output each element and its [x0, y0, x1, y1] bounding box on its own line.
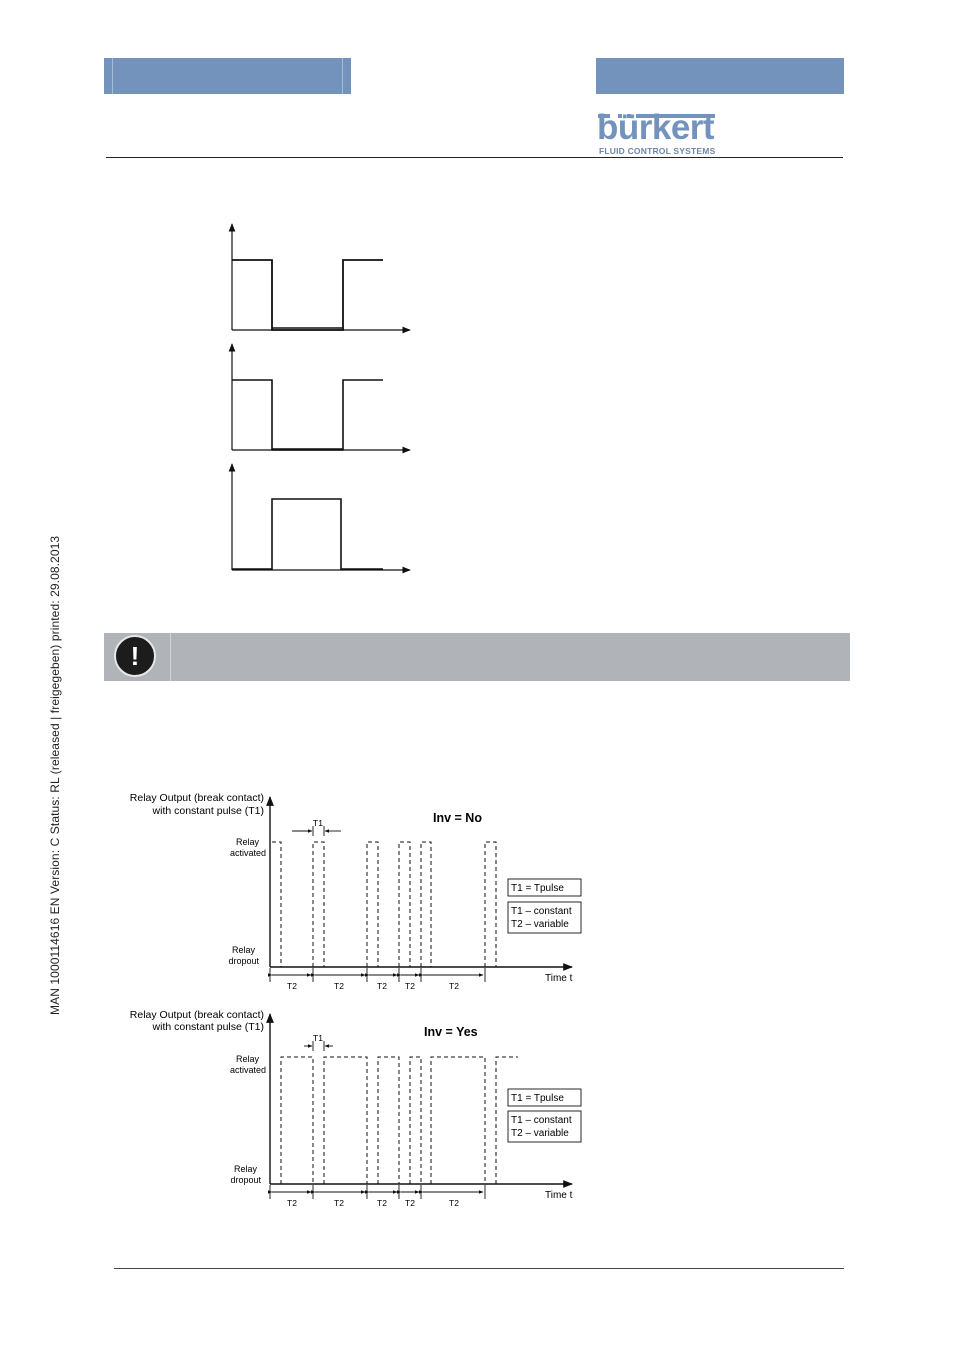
legend-variable: T2 – variable — [511, 919, 569, 930]
relay-title-line2: with constant pulse (T1) — [152, 1021, 264, 1033]
relay-activated-line1: Relay — [235, 1054, 259, 1064]
inv-label: Inv = Yes — [424, 1025, 478, 1039]
dashed-pulses — [272, 842, 496, 967]
t2-dimensions — [270, 1185, 485, 1199]
header-band-right — [596, 58, 844, 94]
t1-label: T1 — [313, 1033, 323, 1043]
relay-activated-line2: activated — [229, 848, 266, 858]
waveform-2 — [232, 344, 410, 450]
legend-constant: T1 – constant — [511, 1115, 572, 1126]
relay-title-line2: with constant pulse (T1) — [152, 805, 264, 817]
waveform-3 — [232, 464, 410, 570]
legend-tpulse: T1 = Tpulse — [511, 1093, 564, 1104]
header-rule — [106, 157, 843, 158]
t2-label: T2 — [287, 981, 297, 991]
exclamation-icon: ! — [114, 635, 156, 677]
t2-label: T2 — [377, 1198, 387, 1208]
t2-dimensions — [270, 968, 485, 982]
relay-diagram-inv-no — [110, 785, 590, 995]
brand-tagline: FLUID CONTROL SYSTEMS — [599, 146, 716, 156]
relay-title-line1: Relay Output (break contact) — [129, 1009, 264, 1021]
t2-label: T2 — [449, 981, 459, 991]
time-label: Time t — [545, 973, 573, 984]
t2-label: T2 — [449, 1198, 459, 1208]
note-icon-cell — [104, 633, 171, 681]
t2-label: T2 — [287, 1198, 297, 1208]
header-band-left-highlight — [112, 58, 113, 94]
relay-diagram-inv-yes — [110, 1003, 590, 1213]
legend-tpulse: T1 = Tpulse — [511, 883, 564, 894]
relay-activated-line1: Relay — [235, 837, 259, 847]
inv-label: Inv = No — [433, 811, 482, 825]
footer-rule — [114, 1268, 844, 1269]
relay-dropout-line2: dropout — [228, 956, 259, 966]
t2-label: T2 — [334, 1198, 344, 1208]
legend-constant: T1 – constant — [511, 906, 572, 917]
time-label: Time t — [545, 1190, 573, 1201]
t2-label: T2 — [334, 981, 344, 991]
pulse-waveform-diagrams — [220, 215, 420, 585]
header-band-left-highlight — [342, 58, 343, 94]
relay-activated-line2: activated — [229, 1065, 266, 1075]
t2-label: T2 — [377, 981, 387, 991]
dashed-pulses — [281, 1057, 518, 1184]
document-status-text: MAN 1000114616 EN Version: C Status: RL (released | freigegeben) printed: 29.08.2013 — [48, 535, 62, 1015]
waveform-1 — [232, 224, 410, 330]
relay-dropout-line1: Relay — [233, 1164, 257, 1174]
legend-variable: T2 – variable — [511, 1128, 569, 1139]
t2-label: T2 — [405, 981, 415, 991]
brand-logo: bürkert — [597, 108, 715, 147]
relay-dropout-line2: dropout — [230, 1175, 261, 1185]
t1-label: T1 — [313, 818, 323, 828]
relay-dropout-line1: Relay — [231, 945, 255, 955]
t2-label: T2 — [405, 1198, 415, 1208]
relay-title-line1: Relay Output (break contact) — [129, 792, 264, 804]
note-bar — [104, 633, 850, 681]
header-band-left — [104, 58, 351, 94]
